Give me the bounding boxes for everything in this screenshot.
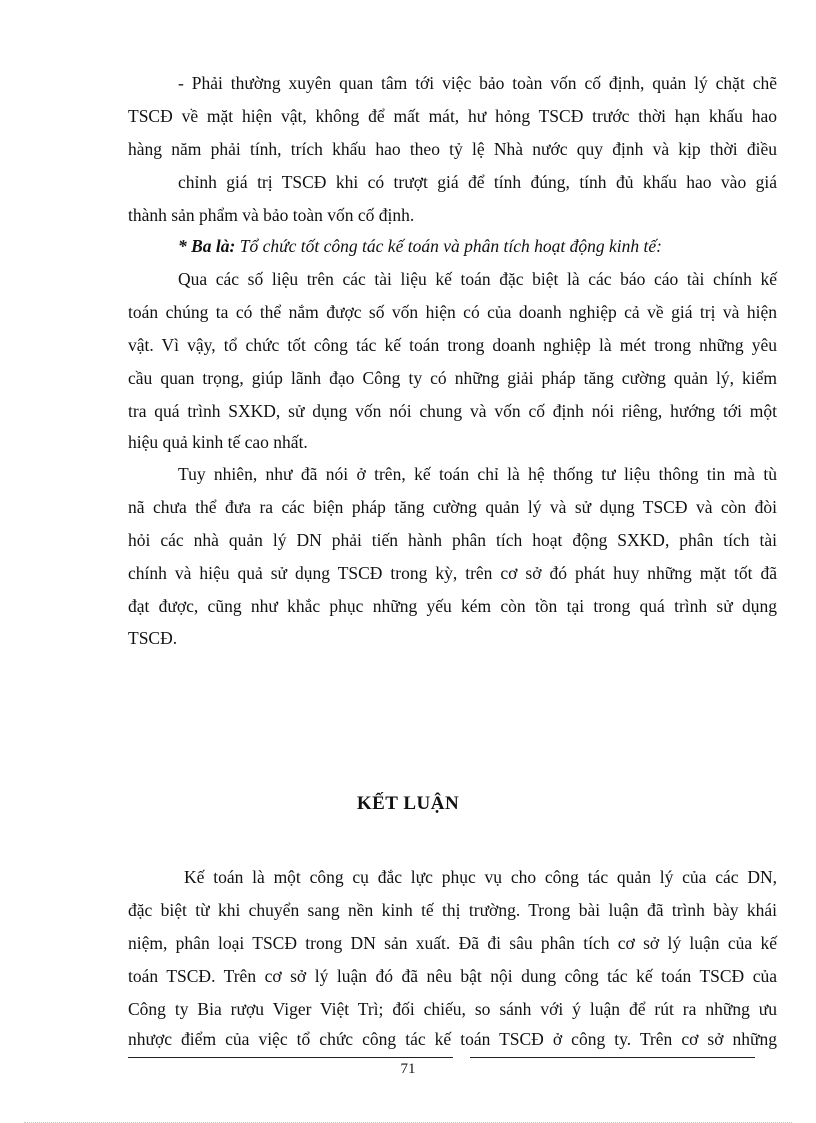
paragraph-1-line-1: - Phải thường xuyên quan tâm tới việc bảo toàn vốn cố định, quản lý chặt chẽ — [178, 73, 777, 93]
paragraph-4-line-6: nhược điểm của việc tổ chức công tác kế toán TSCĐ ở công ty. Trên cơ sở những — [128, 1029, 777, 1049]
page-number: 71 — [400, 1061, 416, 1077]
paragraph-2-line-2: toán chúng ta có thể nắm được số vốn hiện có của doanh nghiệp cả về giá trị và hiện — [128, 302, 777, 322]
item-three-heading — [178, 235, 777, 257]
paragraph-1-line-5: thành sản phẩm và bảo toàn vốn cố định. — [128, 205, 415, 225]
paragraph-4-line-1: Kế toán là một công cụ đắc lực phục vụ cho công tác quản lý của các DN, — [184, 867, 777, 887]
paragraph-2-line-5: tra quá trình SXKD, sử dụng vốn nói chung và vốn cố định nói riêng, hướng tới một — [128, 401, 777, 421]
paragraph-1-line-3: hàng năm phải tính, trích khấu hao theo tỷ lệ Nhà nước quy định và kịp thời điều — [128, 139, 777, 159]
paragraph-1-line-4: chỉnh giá trị TSCĐ khi có trượt giá để tính đúng, tính đủ khấu hao vào giá — [178, 172, 777, 192]
paragraph-2-line-6: hiệu quả kinh tế cao nhất. — [128, 432, 308, 452]
footer-rule-right — [470, 1057, 755, 1058]
paragraph-4-line-2: đặc biệt từ khi chuyển sang nền kinh tế thị trường. Trong bài luận đã trình bày khái — [128, 900, 777, 920]
paragraph-4-line-5: Công ty Bia rượu Viger Việt Trì; đối chiếu, so sánh với ý luận để rút ra những ưu — [128, 999, 777, 1019]
paragraph-3-line-4: chính và hiệu quả sử dụng TSCĐ trong kỳ, trên cơ sở đó phát huy những mặt tốt đã — [128, 563, 777, 583]
paragraph-4-line-3: niệm, phân loại TSCĐ trong DN sản xuất. Đã đi sâu phân tích cơ sở lý luận của kế — [128, 933, 777, 953]
conclusion-heading: KẾT LUẬN — [356, 793, 460, 814]
paragraph-1-line-2: TSCĐ về mặt hiện vật, không để mất mát, hư hỏng TSCĐ trước thời hạn khấu hao — [128, 106, 777, 126]
paragraph-2-line-3: vật. Vì vậy, tổ chức tốt công tác kế toán trong doanh nghiệp là mét trong những yêu — [128, 335, 777, 355]
paragraph-2-line-4: cầu quan trọng, giúp lãnh đạo Công ty có những giải pháp tăng cường quản lý, kiểm — [128, 368, 777, 388]
item-three-marker: * Ba là: — [178, 236, 236, 256]
footer-rule-left — [128, 1057, 453, 1058]
item-three-text: Tổ chức tốt công tác kế toán và phân tích hoạt động kinh tế: — [235, 236, 662, 256]
paragraph-4-line-4: toán TSCĐ. Trên cơ sở lý luận đó đã nêu bật nội dung công tác kế toán TSCĐ của — [128, 966, 777, 986]
paragraph-3-line-6: TSCĐ. — [128, 628, 178, 648]
paragraph-2-line-1: Qua các số liệu trên các tài liệu kế toán đặc biệt là các báo cáo tài chính kế — [178, 269, 777, 289]
paragraph-3-line-5: đạt được, cũng như khắc phục những yếu kém còn tồn tại trong quá trình sử dụng — [128, 596, 777, 616]
paragraph-3-line-1: Tuy nhiên, như đã nói ở trên, kế toán chỉ là hệ thống tư liệu thông tin mà tù — [178, 464, 777, 484]
paragraph-3-line-3: hỏi các nhà quản lý DN phải tiến hành phân tích hoạt động SXKD, phân tích tài — [128, 530, 777, 550]
paragraph-3-line-2: nã chưa thể đưa ra các biện pháp tăng cường quản lý và sử dụng TSCĐ và còn đòi — [128, 497, 777, 517]
